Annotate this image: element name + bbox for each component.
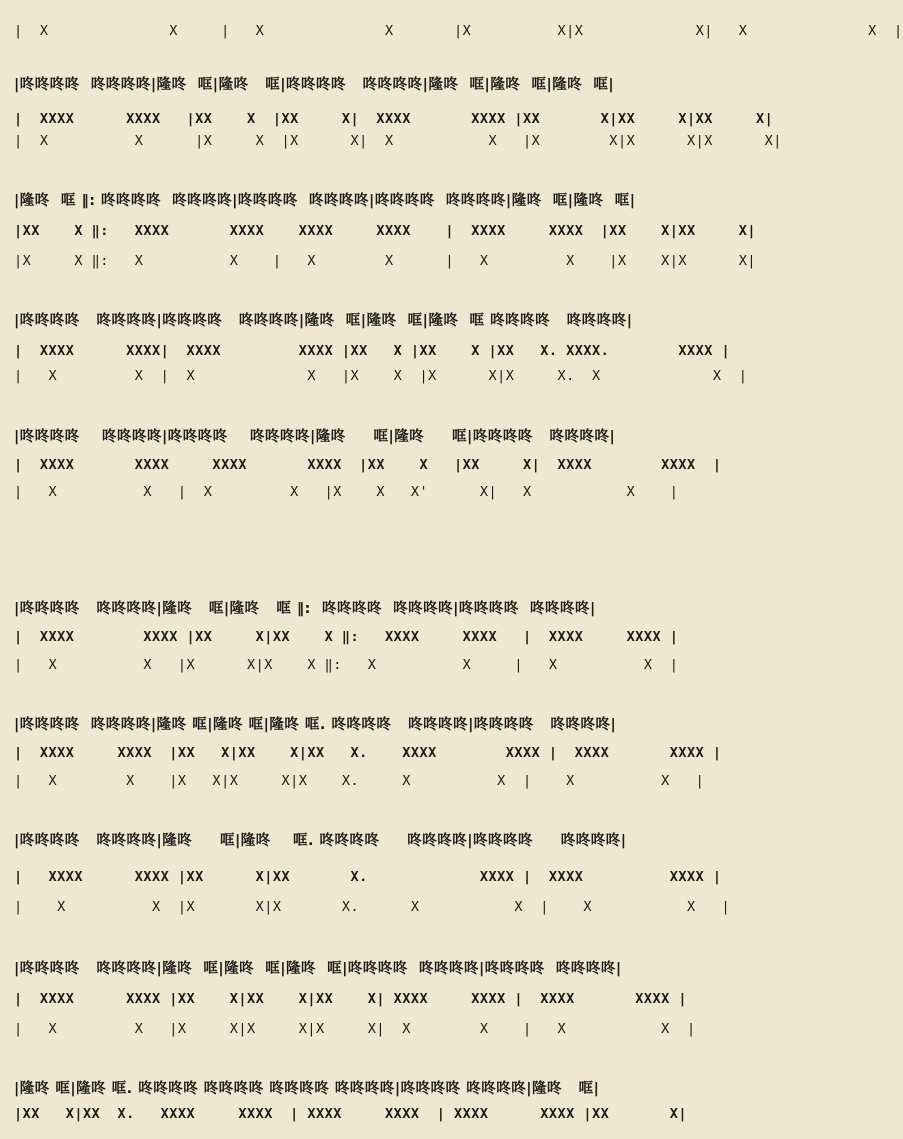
beat-mark-line: | X X |X X|X X|X X| X X | X X | [14, 1021, 696, 1037]
rhythm-pattern-line: | XXXX XXXX |XX X |XX X| XXXX XXXX |XX X|XX X|XX X| [14, 111, 774, 127]
percussion-syllable-line: |咚咚咚咚 咚咚咚咚|隆咚 哐|隆咚 哐|隆咚 哐|咚咚咚咚 咚咚咚咚|咚咚咚咚 咚咚咚咚| [14, 961, 622, 977]
beat-mark-line: | X X | X X |X X|X X| X X | [14, 23, 903, 39]
percussion-syllable-line: |咚咚咚咚 咚咚咚咚|咚咚咚咚 咚咚咚咚|隆咚 哐|隆咚 哐|咚咚咚咚 咚咚咚咚| [14, 429, 616, 445]
percussion-syllable-line: |咚咚咚咚 咚咚咚咚|隆咚 哐|隆咚 哐 ‖: 咚咚咚咚 咚咚咚咚|咚咚咚咚 咚咚咚咚| [14, 601, 596, 617]
rhythm-pattern-line: | XXXX XXXX XXXX XXXX |XX X |XX X| XXXX XXXX | [14, 457, 722, 473]
rhythm-pattern-line: | XXXX XXXX |XX X|XX X|XX X| XXXX XXXX | XXXX XXXX | [14, 991, 687, 1007]
rhythm-pattern-line: | XXXX XXXX |XX X|XX X ‖: XXXX XXXX | XXXX XXXX | [14, 629, 679, 645]
beat-mark-line: | X X | X X |X X |X X|X X. X X | [14, 368, 748, 384]
rhythm-pattern-line: | XXXX XXXX| XXXX XXXX |XX X |XX X |XX X. XXXX. XXXX | [14, 343, 731, 359]
beat-mark-line: | X X | X X |X X X' X| X X | [14, 484, 679, 500]
percussion-syllable-line: |咚咚咚咚 咚咚咚咚|咚咚咚咚 咚咚咚咚|隆咚 哐|隆咚 哐|隆咚 哐 咚咚咚咚 咚咚咚咚| [14, 313, 633, 329]
beat-mark-line: |X X ‖: X X | X X | X X |X X|X X| [14, 253, 756, 269]
percussion-syllable-line: |咚咚咚咚 咚咚咚咚|隆咚 哐|隆咚 哐. 咚咚咚咚 咚咚咚咚|咚咚咚咚 咚咚咚咚| [14, 833, 627, 849]
percussion-syllable-line: |咚咚咚咚 咚咚咚咚|隆咚 哐|隆咚 哐|咚咚咚咚 咚咚咚咚|隆咚 哐|隆咚 哐|隆咚 哐| [14, 77, 615, 93]
beat-mark-line: | X X |X X|X X ‖: X X | X X | [14, 657, 679, 673]
percussion-syllable-line: |隆咚 哐|隆咚 哐. 咚咚咚咚 咚咚咚咚 咚咚咚咚 咚咚咚咚|咚咚咚咚 咚咚咚咚|隆咚 哐| [14, 1081, 600, 1097]
rhythm-pattern-line: | XXXX XXXX |XX X|XX X. XXXX | XXXX XXXX | [14, 869, 722, 885]
beat-mark-line: | X X |X X |X X| X X |X X|X X|X X| [14, 133, 782, 149]
beat-mark-line: | X X |X X|X X. X X | X X | [14, 899, 731, 915]
rhythm-pattern-line: | XXXX XXXX |XX X|XX X|XX X. XXXX XXXX | XXXX XXXX | [14, 745, 722, 761]
percussion-syllable-line: |隆咚 哐 ‖: 咚咚咚咚 咚咚咚咚|咚咚咚咚 咚咚咚咚|咚咚咚咚 咚咚咚咚|隆咚 哐|隆咚 哐| [14, 193, 636, 209]
beat-mark-line: | X X |X X|X X|X X. X X | X X | [14, 773, 705, 789]
rhythm-pattern-line: |XX X ‖: XXXX XXXX XXXX XXXX | XXXX XXXX |XX X|XX X| [14, 223, 756, 239]
rhythm-pattern-line: |XX X|XX X. XXXX XXXX | XXXX XXXX | XXXX XXXX |XX X| [14, 1106, 687, 1122]
percussion-syllable-line: |咚咚咚咚 咚咚咚咚|隆咚 哐|隆咚 哐|隆咚 哐. 咚咚咚咚 咚咚咚咚|咚咚咚咚 咚咚咚咚| [14, 717, 617, 733]
